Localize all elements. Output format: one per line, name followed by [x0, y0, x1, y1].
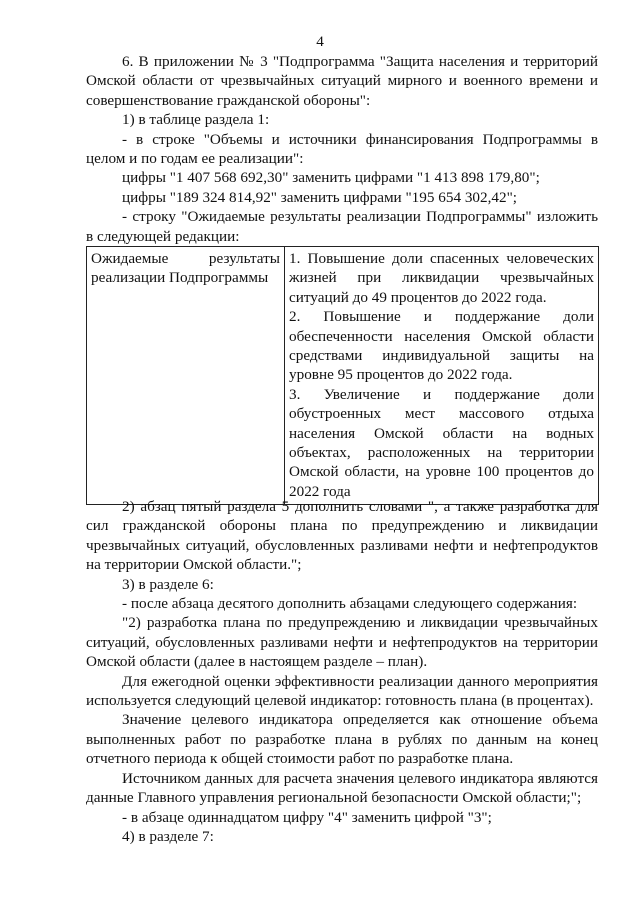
section-4-heading: 4) в разделе 7:: [122, 827, 214, 845]
table-left-cell: [87, 247, 285, 505]
page-number: 4: [316, 33, 324, 50]
bottom-section: [86, 497, 598, 846]
quoted-paragraph-1: "2) разработка плана по предупреждению и ликвидации чрезвычайных ситуаций, обусловленных разливами нефти и нефтепродуктов на территории Омской области (далее в настоящем разделе – план).: [86, 614, 598, 671]
financing-row-paragraph: - в строке "Объемы и источники финансирования Подпрограммы в целом и по годам ее реализации":: [86, 130, 598, 168]
quoted-paragraph-3: Значение целевого индикатора определяется как отношение объема выполненных работ по разработке плана в рублях по данным на конец отчетного периода к общей стоимости работ по разработке плана.: [86, 711, 598, 768]
section-2-paragraph: 2) абзац пятый раздела 5 дополнить словами ", а также разработка для сил гражданской обороны плана по предупреждению и ликвидации чрезвычайных ситуаций, обусловленных разливами нефти и нефтепродуктов на территории Омской области.";: [86, 498, 598, 574]
subitem-1-paragraph: 1) в таблице раздела 1:: [122, 111, 270, 129]
figures-replacement-2: цифры "189 324 814,92" заменить цифрами "195 654 302,42";: [122, 188, 518, 206]
quoted-paragraph-2: Для ежегодной оценки эффективности реализации данного мероприятия используется следующий целевой индикатор: готовность плана (в процентах).: [86, 672, 598, 710]
item-6-paragraph: 6. В приложении № 3 "Подпрограмма "Защита населения и территорий Омской области от чрезвычайных ситуаций мирного и военного времени и совершенствование гражданской обороны":: [86, 53, 598, 109]
figures-replacement-1: цифры "1 407 568 692,30" заменить цифрами "1 413 898 179,80";: [122, 169, 540, 187]
table-result-1: 1. Повышение доли спасенных человеческих жизней при ликвидации чрезвычайных ситуаций до 49 процентов до 2022 года.: [289, 250, 594, 306]
section-3-replacement: - в абзаце одиннадцатом цифру "4" заменить цифрой "3";: [122, 808, 492, 826]
table-left-text: Ожидаемые результаты реализации Подпрограммы: [91, 250, 280, 287]
section-3-heading: 3) в разделе 6:: [122, 575, 214, 593]
top-section: [86, 52, 598, 246]
table-result-2: 2. Повышение и поддержание доли обеспеченности населения Омской области средствами индивидуальной защиты на уровне 95 процентов до 2022 года.: [289, 308, 594, 384]
table-right-cell: [285, 247, 599, 505]
results-row-paragraph: - строку "Ожидаемые результаты реализации Подпрограммы" изложить в следующей редакции:: [86, 208, 598, 245]
table-result-3: 3. Увеличение и поддержание доли обустроенных мест массового отдыха населения Омской области на водных объектах, расположенных на территории Омской области, на уровне 100 процентов до 2022 года: [289, 385, 594, 500]
quoted-paragraph-4: Источником данных для расчета значения целевого индикатора являются данные Главного управления региональной безопасности Омской области;";: [86, 769, 598, 807]
section-3-instruction: - после абзаца десятого дополнить абзацами следующего содержания:: [122, 595, 578, 613]
results-table: [86, 246, 599, 505]
table-row: [87, 247, 599, 505]
